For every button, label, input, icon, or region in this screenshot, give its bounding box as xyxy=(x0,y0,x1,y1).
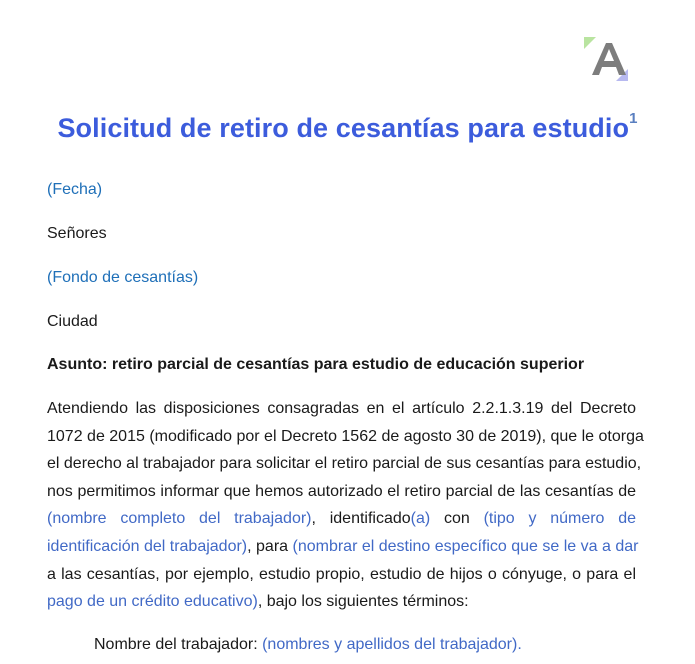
destination-placeholder-end: pago de un crédito educativo) xyxy=(47,593,258,610)
body-line-4: nos permitimos informar que hemos autorizado el retiro parcial de las cesantías de xyxy=(47,483,636,500)
worker-fullname-placeholder: (nombres y apellidos del trabajador). xyxy=(262,636,522,653)
brand-logo-icon xyxy=(582,35,630,83)
body-line-7: a las cesantías, por ejemplo, estudio propio, estudio de hijos o cónyuge, o para el xyxy=(47,566,636,583)
body-line-2: 1072 de 2015 (modificado por el Decreto 1562 de agosto 30 de 2019), que le otorga xyxy=(47,428,644,445)
body-line-3: el derecho al trabajador para solicitar el retiro parcial de sus cesantías para estudio, xyxy=(47,455,642,472)
id-type-placeholder: (tipo y número de xyxy=(483,510,637,527)
salutation: Señores xyxy=(47,225,107,242)
city-label: Ciudad xyxy=(47,313,98,330)
body-line-5 xyxy=(47,510,636,528)
body-text: , bajo los siguientes términos: xyxy=(257,593,469,610)
gender-placeholder: (a) xyxy=(410,510,431,527)
title-footnote: 1 xyxy=(629,110,638,127)
body-line-1: Atendiendo las disposiciones consagradas en el artículo 2.2.1.3.19 del Decreto xyxy=(47,400,636,417)
body-line-6 xyxy=(47,538,639,556)
body-text: con xyxy=(430,510,484,527)
worker-name-label: Nombre del trabajador: xyxy=(94,636,263,653)
worker-name-row xyxy=(94,636,522,654)
title-text: Solicitud de retiro de cesantías para estudio xyxy=(57,113,630,143)
date-placeholder: (Fecha) xyxy=(47,181,103,198)
body-text: , para xyxy=(247,538,293,555)
worker-name-placeholder: (nombre completo del trabajador) xyxy=(47,510,312,527)
subject-line: Asunto: retiro parcial de cesantías para estudio de educación superior xyxy=(47,356,585,373)
document-title xyxy=(0,110,695,144)
destination-placeholder: (nombrar el destino específico que se le va a dar xyxy=(292,538,639,555)
fund-placeholder: (Fondo de cesantías) xyxy=(47,269,199,286)
id-number-placeholder: identificación del trabajador) xyxy=(47,538,248,555)
body-line-8 xyxy=(47,593,636,611)
body-text: , identificado xyxy=(311,510,411,527)
